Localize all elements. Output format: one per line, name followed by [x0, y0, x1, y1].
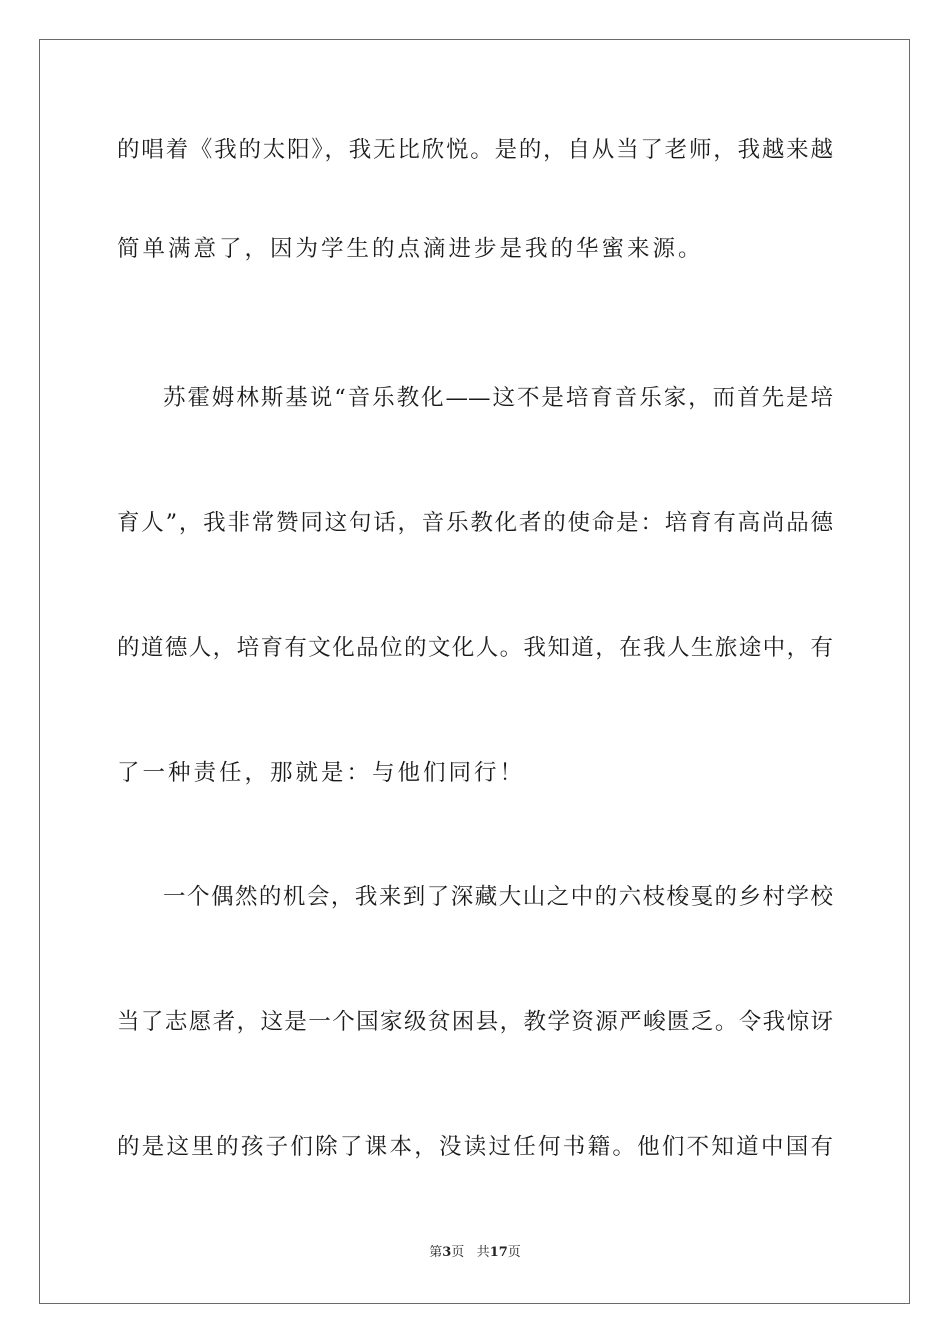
total-pages-number: 17: [489, 1245, 508, 1260]
text-line-2: 简单满意了，因为学生的点滴进步是我的华蜜来源。: [117, 236, 704, 262]
text-line-6: 了一种责任，那就是：与他们同行！: [117, 760, 526, 786]
text-line-3: 苏霍姆林斯基说“音乐教化——这不是培育音乐家，而首先是培: [163, 385, 833, 411]
footer-total-suffix: 页: [507, 1245, 521, 1260]
page-border: [39, 39, 910, 1304]
text-line-8: 当了志愿者，这是一个国家级贫困县，教学资源严峻匮乏。令我惊讶: [117, 1009, 833, 1035]
current-page-number: 3: [442, 1245, 452, 1260]
footer-prefix: 第: [429, 1245, 443, 1260]
text-line-7: 一个偶然的机会，我来到了深藏大山之中的六枝梭戛的乡村学校: [163, 884, 833, 910]
footer-total-prefix: 共: [476, 1245, 490, 1260]
page-footer: [0, 1244, 950, 1262]
text-line-5: 的道德人，培育有文化品位的文化人。我知道，在我人生旅途中，有: [117, 635, 833, 661]
text-line-4: 育人”，我非常赞同这句话，音乐教化者的使命是：培育有高尚品德: [117, 510, 833, 536]
footer-page-suffix: 页: [451, 1245, 465, 1260]
text-line-9: 的是这里的孩子们除了课本，没读过任何书籍。他们不知道中国有: [117, 1134, 833, 1160]
text-line-1: 的唱着《我的太阳》，我无比欣悦。是的，自从当了老师，我越来越: [117, 137, 833, 163]
